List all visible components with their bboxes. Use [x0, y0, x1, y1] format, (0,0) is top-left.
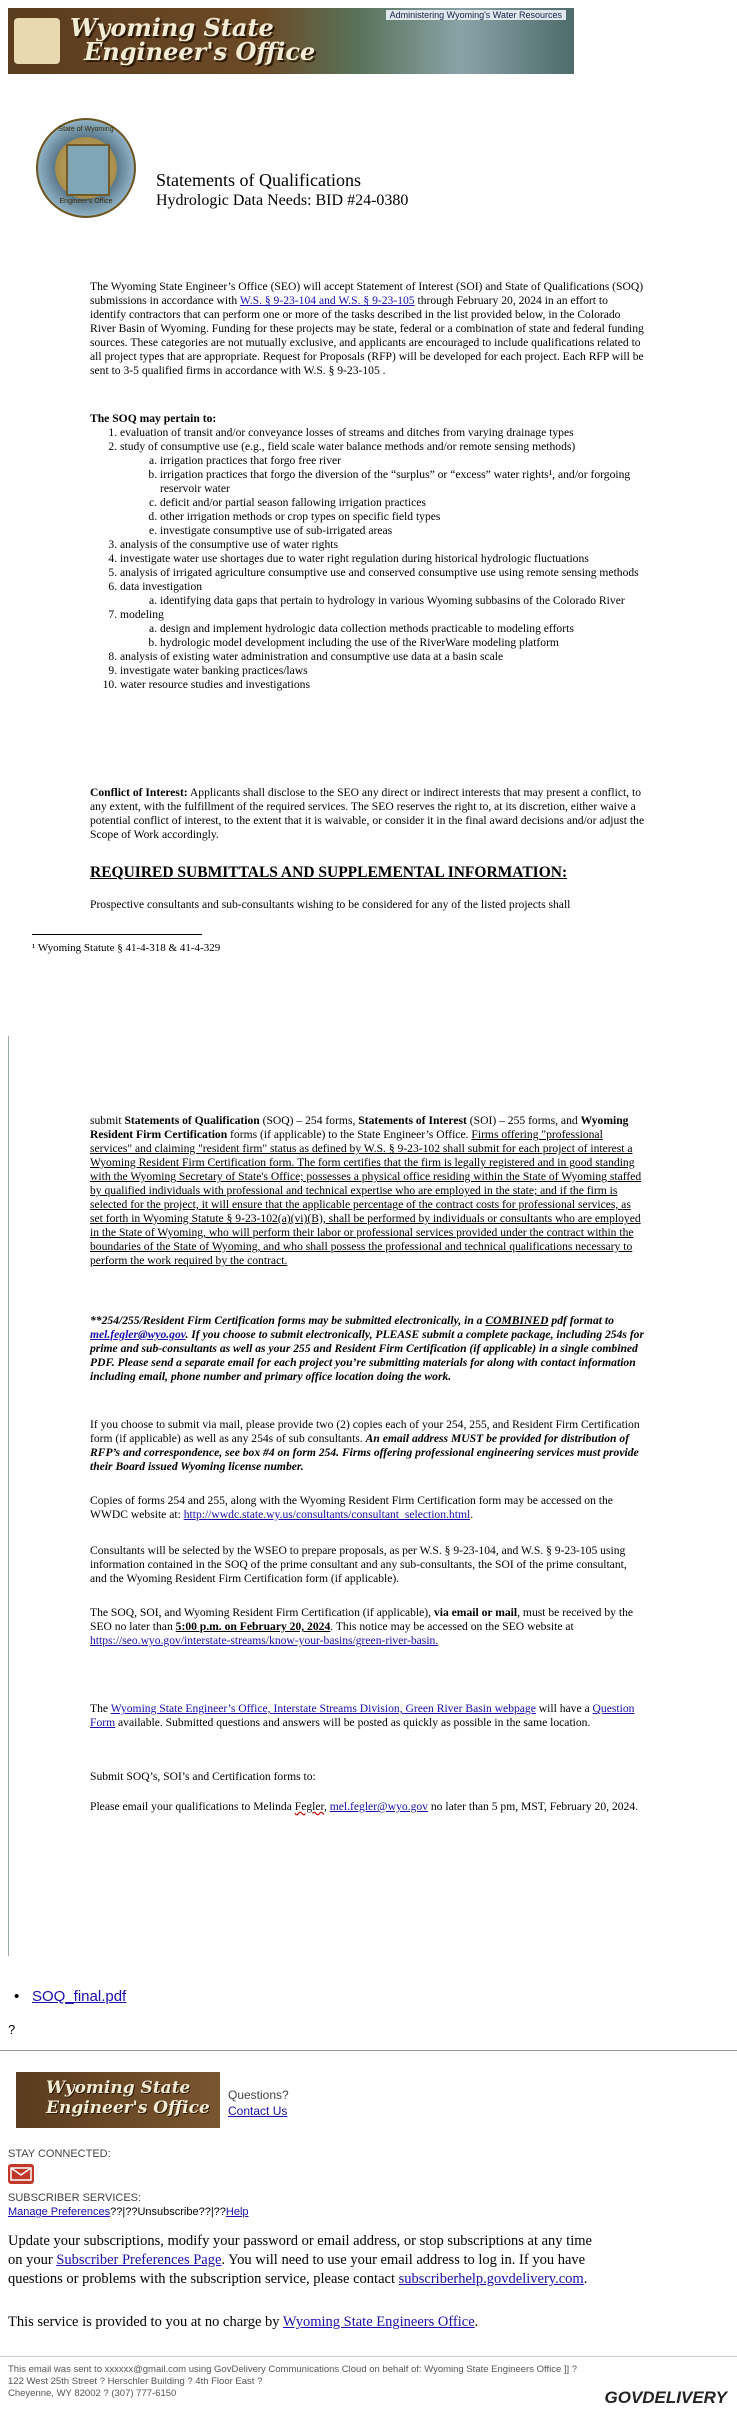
seal-shield	[66, 144, 110, 196]
stay-connected-label: STAY CONNECTED:	[8, 2148, 111, 2160]
list-item: d. other irrigation methods or crop types on specific field types	[160, 510, 646, 524]
mail-submission-paragraph: If you choose to submit via mail, please provide two (2) copies each of your 254, 255, and Resident Firm Certification form (if applicable) as well as any 254s of sub consultants. An email address MUST be provided for distribution of RFP’s and correspondence, see box #4 on form 254. Firms offering professional engineering services must provide their Board issued Wyoming license number.	[90, 1418, 640, 1473]
subscriber-services-label: SUBSCRIBER SERVICES:	[8, 2192, 142, 2204]
wwdc-link[interactable]: http://wwdc.state.wy.us/consultants/consultant_selection.html	[183, 1508, 471, 1521]
footnote: ¹ Wyoming Statute § 41-4-318 & 41-4-329	[32, 942, 221, 954]
footnote-divider	[32, 934, 202, 935]
soq-heading: The SOQ may pertain to:	[90, 412, 217, 425]
banner-tagline: Administering Wyoming's Water Resources	[386, 10, 566, 20]
subscriber-help-link[interactable]: subscriberhelp.govdelivery.com	[398, 2271, 584, 2287]
seo-seal-icon: State of Wyoming Engineer's Office	[36, 118, 136, 218]
update-subscriptions-text: Update your subscriptions, modify your password or email address, or stop subscriptions at any time on your Subscriber Preferences Page. You will need to use your email address to log in. If you have questions or problems with the subscription service, please contact subscriberhelp.govdelivery.com.	[8, 2233, 592, 2287]
list-item: a. identifying data gaps that pertain to hydrology in various Wyoming subbasins of the Colorado River	[160, 594, 646, 608]
govdelivery-logo[interactable]: GOVDELIVERY	[604, 2388, 727, 2407]
page-edge-line	[8, 1036, 9, 1956]
seo-provider-link[interactable]: Wyoming State Engineers Office	[282, 2314, 475, 2330]
list-item: b. irrigation practices that forgo the diversion of the “surplus” or “excess” water rights¹, and/or forgoing reservoir water	[160, 468, 646, 496]
header-banner	[8, 8, 574, 74]
soq-list	[90, 412, 646, 692]
selection-paragraph: Consultants will be selected by the WSEO to prepare proposals, as per W.S. § 9-23-104, and W.S. § 9-23-105 using information contained in the SOQ of the prime consultant and any sub-consultants, the SOI of the prime consultant, and the Wyoming Resident Firm Certification form (if applicable).	[90, 1544, 627, 1585]
question-form-link[interactable]: Question Form	[90, 1702, 635, 1729]
list-item: 2. study of consumptive use (e.g., field scale water balance methods and/or remote sensing methods) a. irrigation practices that forgo free river b. irrigation practices that forgo the diversion of the “surplus” or “excess” water rights¹, and/or forgoing reservoir water c. deficit and/or partial season fallowing irrigation practices d. other irrigation methods or crop types on specific field types e. investigate consumptive use of sub-irrigated areas	[120, 440, 646, 538]
attachment-item	[32, 1988, 126, 2005]
page-title: Statements of Qualifications	[156, 170, 361, 190]
bucking-horse-logo-icon	[14, 18, 60, 64]
fine-print: This email was sent to xxxxxx@gmail.com using GovDelivery Communications Cloud on behalf of: Wyoming State Engineers Office ]] ? 122 West 25th Street ? Herschler Building ? 4th Floor East ? Cheyenne, WY 82002 ? (307) 777-6150	[8, 2364, 578, 2399]
list-item: 9. investigate water banking practices/laws	[120, 664, 646, 678]
electronic-submission-paragraph: **254/255/Resident Firm Certification forms may be submitted electronically, in a COMBINED pdf format to mel.fegler@wyo.gov. If you choose to submit electronically, PLEASE submit a complete package, including 254s for prime and sub-consultants as well as your 255 and Resident Firm Certification (if applicable) in a single combined PDF. Please send a separate email for each project you’re submitting materials for along with contact information including email, phone number and primary office location doing the work.	[90, 1314, 644, 1383]
question-form-paragraph: The Wyoming State Engineer’s Office, Interstate Streams Division, Green River Basin webpage will have a Question Form available. Submitted questions and answers will be posted as quickly as possible in the same location.	[90, 1702, 635, 1729]
soq-pdf-link[interactable]: SOQ_final.pdf	[32, 1988, 127, 2005]
help-link[interactable]: Help	[225, 2206, 249, 2218]
list-item: e. investigate consumptive use of sub-irrigated areas	[160, 524, 646, 538]
list-item: 7. modeling a. design and implement hydrologic data collection methods practicable to modeling efforts b. hydrologic model development including the use of the RiverWare modeling platform	[120, 608, 646, 650]
footer-logo[interactable]: Wyoming State Engineer's Office	[16, 2072, 220, 2128]
list-item: 6. data investigation a. identifying data gaps that pertain to hydrology in various Wyoming subbasins of the Colorado River	[120, 580, 646, 608]
forms-paragraph: Copies of forms 254 and 255, along with the Wyoming Resident Firm Certification form may be accessed on the WWDC website at: http://wwdc.state.wy.us/consultants/consultant_selection.html.	[90, 1494, 613, 1521]
submission-paragraph: submit Statements of Qualification (SOQ) – 254 forms, Statements of Interest (SOI) – 255 forms, and Wyoming Resident Firm Certification forms (if applicable) to the State Engineer’s Office. Firms offering "professional services" and claiming "resident firm" status as defined by W.S. § 9-23-102 shall submit for each project of interest a Wyoming Resident Firm Certification form. The form certifies that the firm is legally registered and in good standing with the Wyoming Secretary of State's Office; possesses a physical office residing within the State of Wyoming staffed by qualified individuals with professional and technical expertise who are employed in the state; and if the firm is selected for the project, it will ensure that the applicable percentage of the contract costs for professional services, as set forth in Wyoming Statute § 9-23-102(a)(vi)(B), shall be performed by individuals or consultants who are employed in the State of Wyoming, who will perform their labor or professional services provided under the contract within the boundaries of the State of Wyoming, and who shall possess the professional and technical qualifications necessary to perform the work required by the contract.	[90, 1114, 642, 1267]
questions-label: Questions?	[228, 2088, 289, 2102]
subscriber-preferences-link[interactable]: Subscriber Preferences Page	[56, 2252, 222, 2268]
green-river-basin-link[interactable]: Wyoming State Engineer’s Office, Interstate Streams Division, Green River Basin webpage	[110, 1702, 536, 1715]
subscriber-links: Manage Preferences??|??Unsubscribe??|??Help	[8, 2206, 249, 2218]
list-item: 10. water resource studies and investigations	[120, 678, 646, 692]
list-item: 8. analysis of existing water administration and consumptive use data at a basin scale	[120, 650, 646, 664]
seo-website-link[interactable]: https://seo.wyo.gov/interstate-streams/know-your-basins/green-river-basin.	[90, 1634, 439, 1647]
required-intro: Prospective consultants and sub-consultants wishing to be considered for any of the listed projects shall	[90, 898, 571, 911]
list-item: 1. evaluation of transit and/or conveyance losses of streams and ditches from varying drainage types	[120, 426, 646, 440]
footer-divider	[0, 2050, 737, 2051]
submit-to-line: Submit SOQ’s, SOI’s and Certification forms to:	[90, 1770, 316, 1783]
page-subtitle: Hydrologic Data Needs: BID #24-0380	[156, 192, 409, 209]
email-link[interactable]: mel.fegler@wyo.gov	[90, 1328, 186, 1341]
deadline-paragraph: The SOQ, SOI, and Wyoming Resident Firm Certification (if applicable), via email or mail, must be received by the SEO no later than 5:00 p.m. on February 20, 2024. This notice may be accessed on the SEO website at https://seo.wyo.gov/interstate-streams/know-your-basins/green-river-basin.	[90, 1606, 634, 1647]
provided-by-text: This service is provided to you at no charge by Wyoming State Engineers Office.	[8, 2314, 479, 2330]
stray-question-mark: ?	[8, 2022, 16, 2037]
contact-email-link[interactable]: mel.fegler@wyo.gov	[329, 1800, 428, 1813]
statute-link[interactable]: W.S. § 9-23-104 and W.S. § 9-23-105	[239, 294, 415, 307]
list-item: c. deficit and/or partial season fallowing irrigation practices	[160, 496, 646, 510]
email-instructions: Please email your qualifications to Melinda Fegler, mel.fegler@wyo.gov no later than 5 pm, MST, February 20, 2024.	[90, 1800, 639, 1813]
fine-print-divider	[0, 2356, 737, 2357]
contact-us-link[interactable]: Contact Us	[228, 2104, 288, 2118]
conflict-of-interest-paragraph: Conflict of Interest: Applicants shall disclose to the SEO any direct or indirect interests that may present a conflict, to any extent, with the fulfillment of the required services. The SEO reserves the right to, at its discretion, either waive a potential conflict of interest, to the extent that it is waivable, or consider it in the final award decisions and/or adjust the Scope of Work accordingly.	[90, 786, 645, 841]
list-item: a. design and implement hydrologic data collection methods practicable to modeling efforts	[160, 622, 646, 636]
manage-preferences-link[interactable]: Manage Preferences	[8, 2206, 111, 2218]
banner-title: Wyoming State Engineer's Office	[70, 13, 316, 66]
list-item: a. irrigation practices that forgo free river	[160, 454, 646, 468]
list-item: 4. investigate water use shortages due to water right regulation during historical hydrologic fluctuations	[120, 552, 646, 566]
list-item: b. hydrologic model development including the use of the RiverWare modeling platform	[160, 636, 646, 650]
list-item: 3. analysis of the consumptive use of water rights	[120, 538, 646, 552]
required-submittals-heading: REQUIRED SUBMITTALS AND SUPPLEMENTAL INFORMATION:	[90, 864, 568, 881]
intro-paragraph: The Wyoming State Engineer’s Office (SEO) will accept Statement of Interest (SOI) and State of Qualifications (SOQ) submissions in accordance with W.S. § 9-23-104 and W.S. § 9-23-105 through February 20, 2024 in an effort to identify contractors that can perform one or more of the tasks described in the list provided below, in the Colorado River Basin of Wyoming. Funding for these projects may be state, federal or a combination of state and federal funding sources. These categories are not mutually exclusive, and applicants are encouraged to include qualifications related to all project types that are appropriate. Request for Proposals (RFP) will be developed for each project. Each RFP will be sent to 3-5 qualified firms in accordance with W.S. § 9-23-105 .	[90, 280, 644, 377]
email-share-icon[interactable]	[8, 2164, 34, 2184]
list-item: 5. analysis of irrigated agriculture consumptive use and conserved consumptive use using remote sensing methods	[120, 566, 646, 580]
